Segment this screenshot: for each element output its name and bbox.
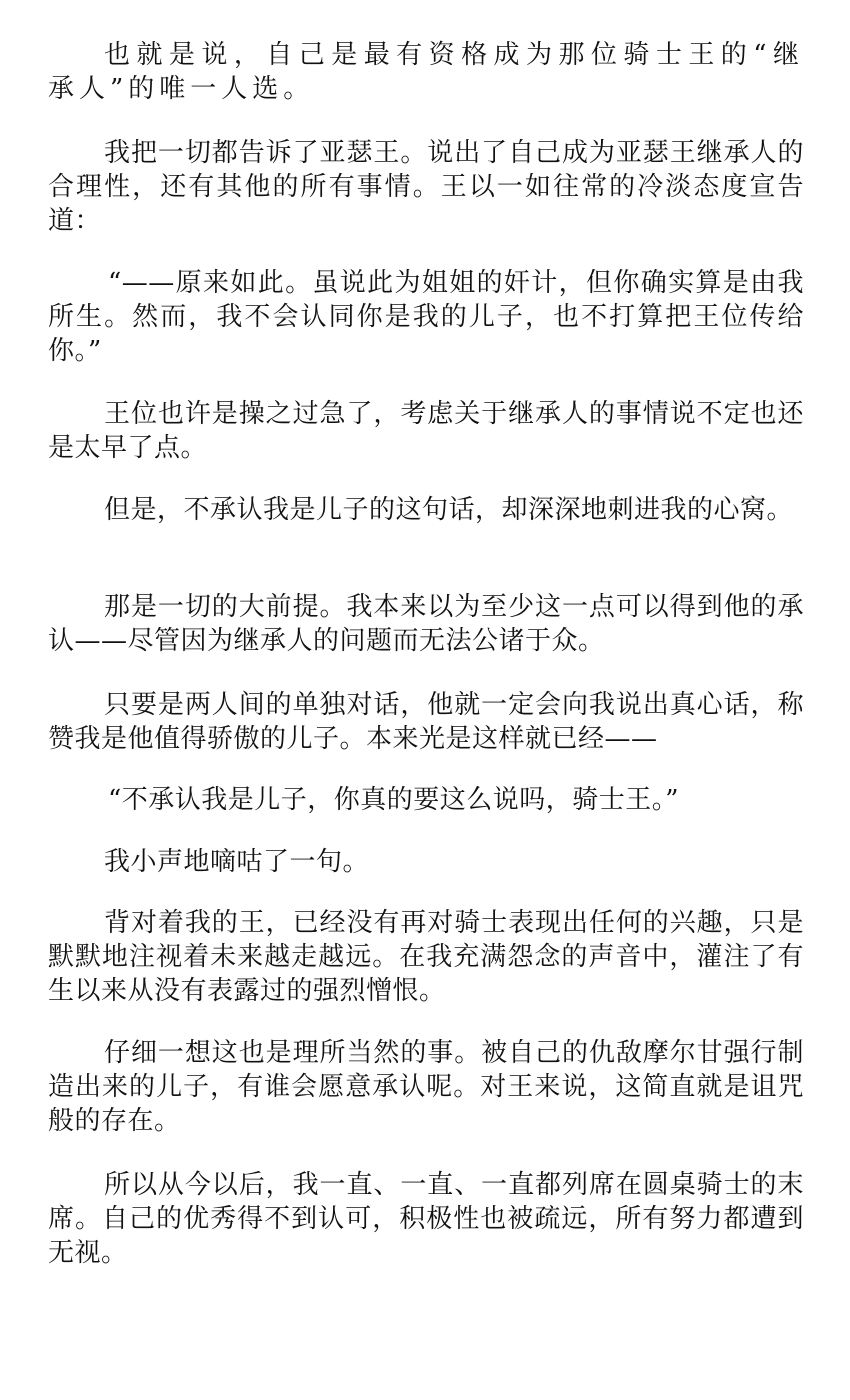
paragraph-11: 仔细一想这也是理所当然的事。被自己的仇敌摩尔甘强行制造出来的儿子，有谁会愿意承认呢。对王来说，这简直就是诅咒般的存在。 [48,1038,804,1136]
paragraph-7: 只要是两人间的单独对话，他就一定会向我说出真心话，称赞我是他值得骄傲的儿子。本来光是这样就已经—— [48,690,804,754]
paragraph-10: 背对着我的王，已经没有再对骑士表现出任何的兴趣，只是默默地注视着未来越走越远。在我充满怨念的声音中，灌注了有生以来从没有表露过的强烈憎恨。 [48,908,804,1006]
paragraph-3: “——原来如此。虽说此为姐姐的奸计，但你确实算是由我所生。然而，我不会认同你是我的儿子，也不打算把王位传给你。” [48,268,804,366]
paragraph-2: 我把一切都告诉了亚瑟王。说出了自己成为亚瑟王继承人的合理性，还有其他的所有事情。王以一如往常的冷淡态度宣告道： [48,138,804,236]
paragraph-8: “不承认我是儿子，你真的要这么说吗，骑士王。” [108,785,680,815]
paragraph-9: 我小声地嘀咕了一句。 [104,847,370,877]
paragraph-4: 王位也许是操之过急了，考虑关于继承人的事情说不定也还是太早了点。 [48,399,804,463]
paragraph-5: 但是，不承认我是儿子的这句话，却深深地刺进我的心窝。 [104,495,794,525]
paragraph-12: 所以从今以后，我一直、一直、一直都列席在圆桌骑士的末席。自己的优秀得不到认可，积极性也被疏远，所有努力都遭到无视。 [48,1170,804,1268]
paragraph-1: 也就是说，自己是最有资格成为那位骑士王的“继承人”的唯一人选。 [48,40,804,104]
paragraph-6: 那是一切的大前提。我本来以为至少这一点可以得到他的承认——尽管因为继承人的问题而无法公诸于众。 [48,592,804,656]
